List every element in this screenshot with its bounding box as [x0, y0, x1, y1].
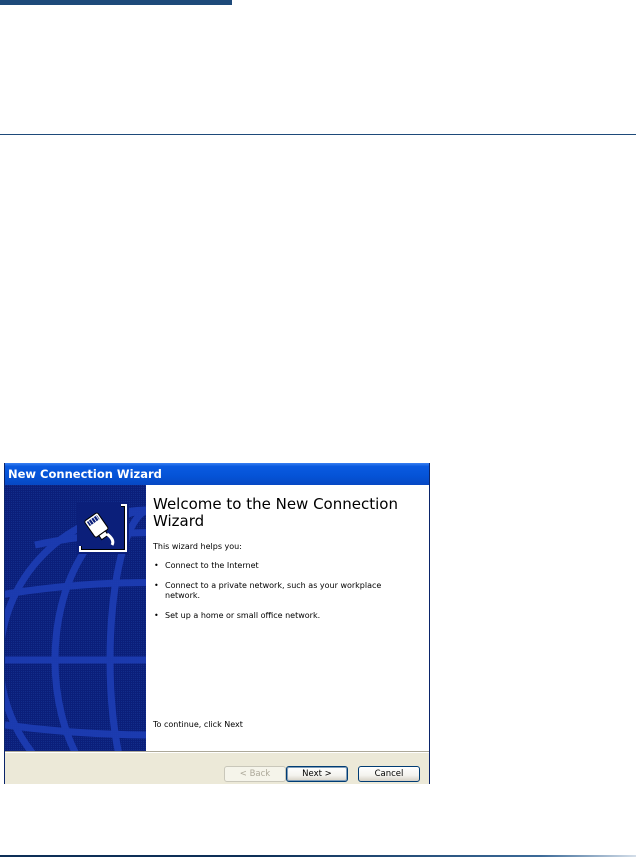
bullet-icon: •: [154, 611, 159, 620]
cancel-button[interactable]: Cancel: [358, 766, 420, 782]
bullet-icon: •: [154, 561, 159, 570]
page-header-rule: [0, 134, 636, 135]
window-title: New Connection Wizard: [8, 467, 162, 481]
network-cable-icon: [77, 502, 129, 554]
new-connection-wizard-window: [4, 463, 430, 784]
bullet-icon: •: [154, 581, 159, 590]
page-footer-rule: [0, 855, 636, 857]
wizard-heading: Welcome to the New Connection Wizard: [153, 495, 398, 530]
back-button[interactable]: < Back: [224, 766, 286, 782]
page-top-bar: [0, 0, 232, 5]
wizard-feature-list: [153, 561, 418, 631]
window-title-bar[interactable]: [5, 463, 429, 485]
next-button[interactable]: Next >: [286, 766, 348, 782]
wizard-side-panel: [5, 485, 146, 751]
button-separator: [5, 751, 429, 753]
wizard-intro-text: This wizard helps you:: [153, 542, 242, 551]
list-item: • Connect to the Internet: [154, 561, 259, 570]
list-item: • Connect to a private network, such as your workplace network.: [154, 581, 382, 600]
continue-instruction: To continue, click Next: [153, 720, 243, 729]
wizard-content-area: [146, 485, 429, 751]
list-item: • Set up a home or small office network.: [154, 611, 321, 620]
